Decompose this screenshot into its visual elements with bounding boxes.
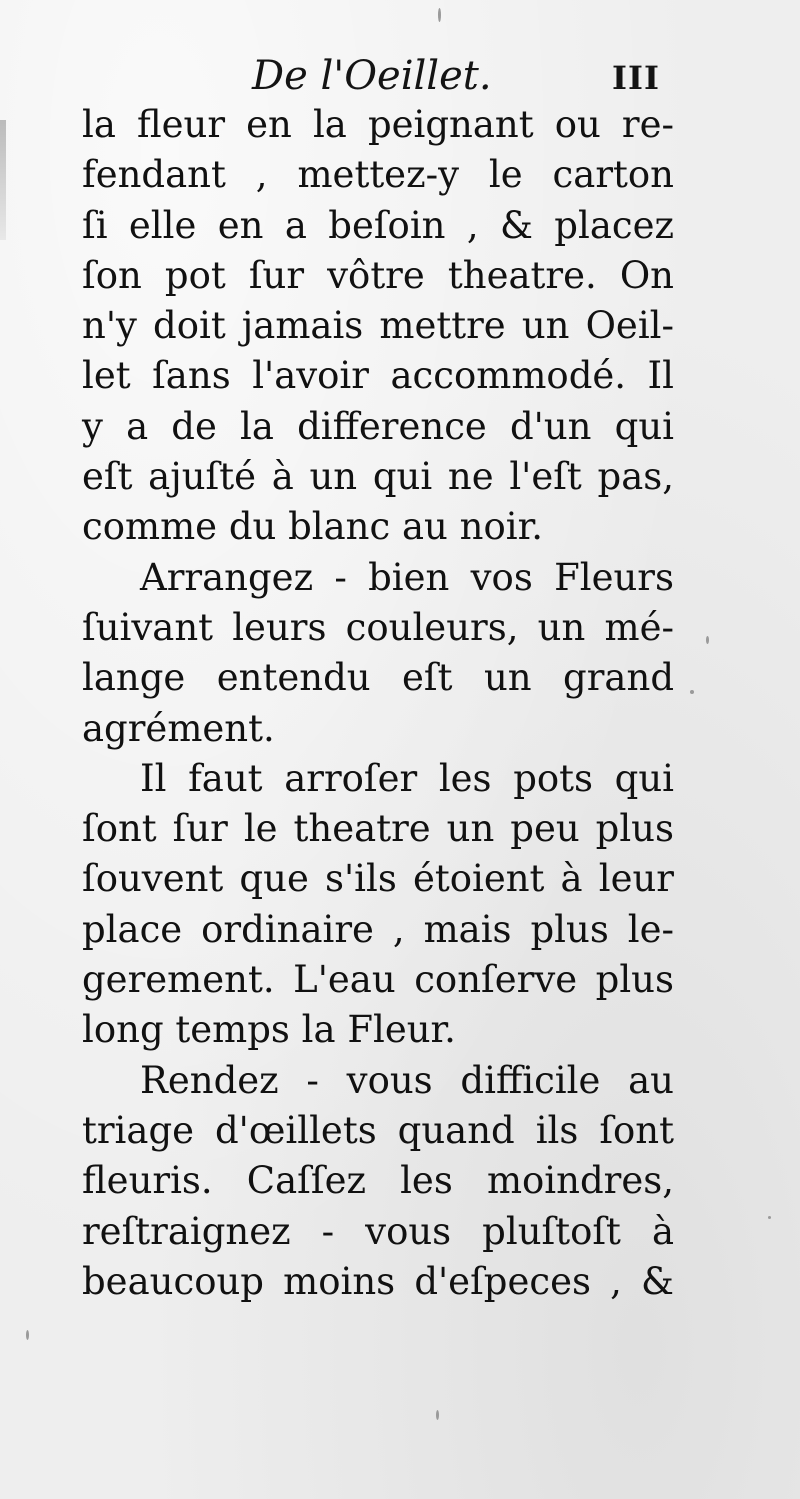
text-line: Rendez - vous difficile au (140, 1058, 674, 1102)
text-line: ſi elle en a beſoin , & placez (82, 203, 674, 247)
text-line: la fleur en la peignant ou re- (82, 103, 674, 146)
text-line: agrément. (82, 706, 275, 750)
text-line: fleuris. Caſſez les moindres, (82, 1159, 674, 1203)
text-line: gerement. L'eau conſerve plus (82, 958, 674, 1002)
text-line: ſon pot ſur vôtre theatre. On (82, 253, 674, 297)
text-line: ſuivant leurs couleurs, un mé- (82, 605, 674, 649)
paper-speck (26, 1330, 29, 1340)
text-line: Arrangez - bien vos Fleurs (140, 555, 674, 599)
paper-speck (690, 690, 694, 694)
text-line: reſtraignez - vous pluſtoſt à (82, 1209, 674, 1253)
running-head: De l'Oeillet. (252, 53, 492, 99)
body-text (82, 100, 674, 1307)
text-line: long temps la Fleur. (82, 1008, 456, 1052)
paper-speck (706, 636, 709, 644)
text-line: ſont ſur le theatre un peu plus (82, 807, 674, 851)
text-line: ſouvent que s'ils étoient à leur (82, 857, 674, 901)
text-line: n'y doit jamais mettre un Oeil- (82, 304, 674, 348)
text-line: y a de la difference d'un qui (82, 404, 674, 448)
page-number: III (612, 59, 660, 97)
text-line: triage d'œillets quand ils ſont (82, 1108, 674, 1152)
page-header (0, 48, 800, 108)
text-line: place ordinaire , mais plus le- (82, 907, 674, 951)
page-edge-shadow (0, 120, 6, 240)
text-line: beaucoup moins d'eſpeces , & (82, 1259, 674, 1303)
text-line: let ſans l'avoir accommodé. Il (82, 354, 674, 398)
text-line: fendant , mettez-y le carton (82, 153, 674, 197)
text-line: lange entendu eſt un grand (82, 656, 674, 700)
text-line: comme du blanc au noir. (82, 505, 543, 549)
paper-speck (438, 8, 441, 22)
text-line: eſt ajuſté à un qui ne l'eſt pas, (82, 455, 674, 499)
paper-speck (768, 1216, 771, 1219)
paper-speck (436, 1410, 439, 1420)
text-line: Il faut arroſer les pots qui (140, 756, 674, 800)
